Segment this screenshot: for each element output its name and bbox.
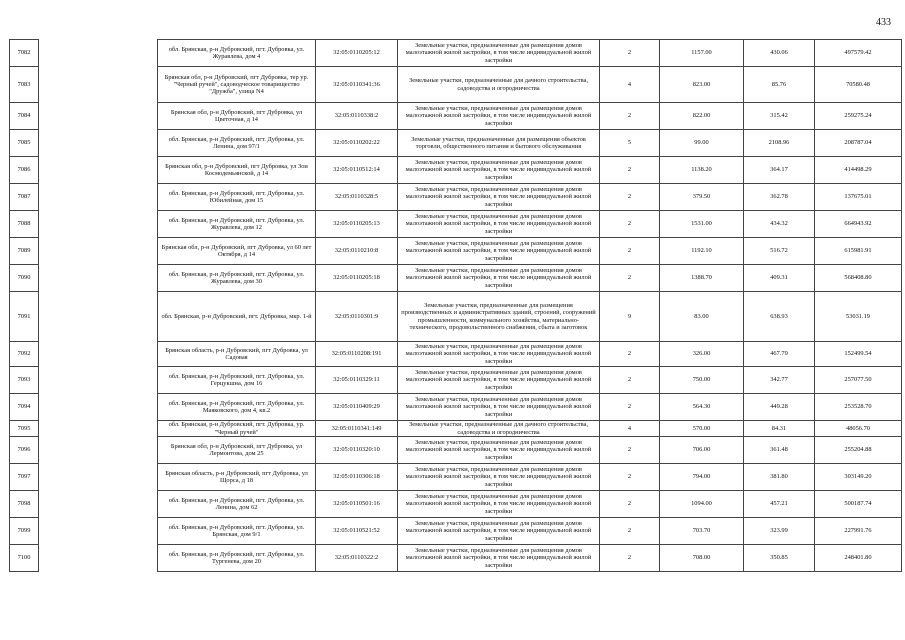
table-row: [10, 421, 902, 437]
row-number: 7095: [10, 421, 39, 437]
specific-value-cell: 409.31: [744, 265, 815, 292]
address-cell: обл. Брянская, р-н Дубровский, пгт. Дубровка, ул. Журавлева, дом 4: [158, 40, 316, 67]
page-number: 433: [876, 17, 891, 28]
land-use-purpose-cell: Земельные участки, предназначенные для размещения домов малоэтажной жилой застройки, в том числе индивидуальной жилой застройки: [398, 545, 600, 572]
table-row: [10, 40, 902, 67]
area-cell: 564.30: [660, 394, 744, 421]
cadastral-number-cell: 32:05:0110306:18: [316, 464, 398, 491]
cadastral-value-cell: 253528.70: [815, 394, 902, 421]
blank-cell: [39, 394, 158, 421]
cadastral-number-cell: 32:05:0110208:191: [316, 342, 398, 367]
address-cell: обл. Брянская, р-н Дубровский, пгт. Дубровка, ул. Тургенева, дом 20: [158, 545, 316, 572]
specific-value-cell: 84.31: [744, 421, 815, 437]
cadastral-number-cell: 32:05:0110320:10: [316, 437, 398, 464]
cadastral-value-cell: 303149.20: [815, 464, 902, 491]
cadastral-value-cell: 500187.74: [815, 491, 902, 518]
table-row: [10, 157, 902, 184]
group-code-cell: 2: [600, 491, 660, 518]
group-code-cell: 2: [600, 394, 660, 421]
area-cell: 83.00: [660, 292, 744, 342]
row-number: 7099: [10, 518, 39, 545]
row-number: 7088: [10, 211, 39, 238]
land-use-purpose-cell: Земельные участки, предназначенные для размещения домов малоэтажной жилой застройки, в том числе индивидуальной жилой застройки: [398, 103, 600, 130]
address-cell: обл. Брянская, р-н Дубровский, пгт. Дубровка, ур. "Черный ручей": [158, 421, 316, 437]
area-cell: 1192.10: [660, 238, 744, 265]
land-use-purpose-cell: Земельные участки, предназначенные для размещения производственных и административных зданий, строений, сооружений промышленности, коммунального хозяйства, материально-технического, продовольственного снабжения, сбыта и заготовок: [398, 292, 600, 342]
row-number: 7089: [10, 238, 39, 265]
land-use-purpose-cell: Земельные участки, предназначенные для размещения домов малоэтажной жилой застройки, в том числе индивидуальной жилой застройки: [398, 184, 600, 211]
group-code-cell: 2: [600, 265, 660, 292]
row-number: 7097: [10, 464, 39, 491]
address-cell: обл. Брянская, р-н Дубровский, пгт. Дубровка, ул. Журавлева, дом 30: [158, 265, 316, 292]
group-code-cell: 2: [600, 184, 660, 211]
cadastral-number-cell: 32:05:0110338:2: [316, 103, 398, 130]
cadastral-number-cell: 32:05:0110205:13: [316, 211, 398, 238]
cadastral-value-cell: 137675.01: [815, 184, 902, 211]
group-code-cell: 2: [600, 342, 660, 367]
cadastral-number-cell: 32:05:0110501:16: [316, 491, 398, 518]
blank-cell: [39, 157, 158, 184]
address-cell: обл. Брянская, р-н Дубровский, пгт. Дубровка, ул. Юбилейная, дом 15: [158, 184, 316, 211]
table-row: [10, 367, 902, 394]
area-cell: 794.00: [660, 464, 744, 491]
cadastral-value-cell: 227991.76: [815, 518, 902, 545]
blank-cell: [39, 211, 158, 238]
blank-cell: [39, 103, 158, 130]
address-cell: Брянская обл, р-н Дубровский, пгт Дубровка, ул 60 лет Октября, д 14: [158, 238, 316, 265]
row-number: 7090: [10, 265, 39, 292]
specific-value-cell: 350.85: [744, 545, 815, 572]
row-number: 7098: [10, 491, 39, 518]
area-cell: 1094.00: [660, 491, 744, 518]
table-row: [10, 394, 902, 421]
blank-cell: [39, 367, 158, 394]
address-cell: Брянская обл, р-н Дубровский, пгт Дубровка, ул Лермонтова, дом 25: [158, 437, 316, 464]
table-row: [10, 292, 902, 342]
address-cell: Брянская область, р-н Дубровский, пгт Дубровка, ул Щорса, д 18: [158, 464, 316, 491]
area-cell: 823.00: [660, 67, 744, 103]
table-row: [10, 518, 902, 545]
area-cell: 326.00: [660, 342, 744, 367]
table-row: [10, 211, 902, 238]
table-row: [10, 67, 902, 103]
blank-cell: [39, 184, 158, 211]
cadastral-number-cell: 32:05:0110205:12: [316, 40, 398, 67]
cadastral-value-cell: 257077.50: [815, 367, 902, 394]
cadastral-value-cell: 248401.80: [815, 545, 902, 572]
land-use-purpose-cell: Земельные участки, предназначенные для размещения домов малоэтажной жилой застройки, в том числе индивидуальной жилой застройки: [398, 265, 600, 292]
group-code-cell: 2: [600, 40, 660, 67]
address-cell: обл. Брянская, р-н Дубровский, пгт. Дубровка, ул. Ленина, дом 62: [158, 491, 316, 518]
group-code-cell: 5: [600, 130, 660, 157]
address-cell: Брянская область, р-н Дубровский, пгт Дубровка, ул Садовая: [158, 342, 316, 367]
specific-value-cell: 85.76: [744, 67, 815, 103]
table-row: [10, 130, 902, 157]
cadastral-number-cell: 32:05:0110521:52: [316, 518, 398, 545]
group-code-cell: 2: [600, 545, 660, 572]
specific-value-cell: 516.72: [744, 238, 815, 265]
area-cell: 1388.70: [660, 265, 744, 292]
group-code-cell: 2: [600, 518, 660, 545]
address-cell: Брянская обл, р-н Дубровский, пгт Дубровка, тер ур. "Черный ручей", садоводческое товарищество "Дружба", улица N4: [158, 67, 316, 103]
cadastral-number-cell: 32:05:0110341:149: [316, 421, 398, 437]
cadastral-value-cell: 48056.70: [815, 421, 902, 437]
row-number: 7100: [10, 545, 39, 572]
cadastral-value-cell: 208787.04: [815, 130, 902, 157]
blank-cell: [39, 292, 158, 342]
cadastral-value-cell: 615981.91: [815, 238, 902, 265]
blank-cell: [39, 421, 158, 437]
specific-value-cell: 342.77: [744, 367, 815, 394]
row-number: 7093: [10, 367, 39, 394]
specific-value-cell: 457.21: [744, 491, 815, 518]
blank-cell: [39, 67, 158, 103]
specific-value-cell: 381.80: [744, 464, 815, 491]
cadastral-number-cell: 32:05:0110301:9: [316, 292, 398, 342]
land-use-purpose-cell: Земельные участки, предназначенные для размещения домов малоэтажной жилой застройки, в том числе индивидуальной жилой застройки: [398, 211, 600, 238]
table-row: [10, 265, 902, 292]
blank-cell: [39, 464, 158, 491]
specific-value-cell: 430.06: [744, 40, 815, 67]
group-code-cell: 2: [600, 464, 660, 491]
cadastral-value-cell: 497579.42: [815, 40, 902, 67]
cadastral-value-cell: 664943.92: [815, 211, 902, 238]
address-cell: Брянская обл, р-н Дубровский, пгт Дубровка, ул Зои Космодемьянской, д 14: [158, 157, 316, 184]
area-cell: 570.00: [660, 421, 744, 437]
land-registry-table: [9, 39, 902, 572]
address-cell: обл. Брянская, р-н Дубровский, пгт. Дубровка, ул. Брянская, дом 9/1: [158, 518, 316, 545]
land-use-purpose-cell: Земельные участки, предназначенные для размещения домов малоэтажной жилой застройки, в том числе индивидуальной жилой застройки: [398, 157, 600, 184]
land-use-purpose-cell: Земельные участки, предназначенные для размещения домов малоэтажной жилой застройки, в том числе индивидуальной жилой застройки: [398, 40, 600, 67]
land-use-purpose-cell: Земельные участки, предназначенные для размещения домов малоэтажной жилой застройки, в том числе индивидуальной жилой застройки: [398, 464, 600, 491]
group-code-cell: 2: [600, 367, 660, 394]
row-number: 7094: [10, 394, 39, 421]
specific-value-cell: 449.28: [744, 394, 815, 421]
group-code-cell: 2: [600, 437, 660, 464]
cadastral-value-cell: 568408.80: [815, 265, 902, 292]
row-number: 7092: [10, 342, 39, 367]
cadastral-number-cell: 32:05:0110341:36: [316, 67, 398, 103]
specific-value-cell: 323.99: [744, 518, 815, 545]
blank-cell: [39, 491, 158, 518]
row-number: 7082: [10, 40, 39, 67]
land-use-purpose-cell: Земельные участки, предназначенные для размещения домов малоэтажной жилой застройки, в том числе индивидуальной жилой застройки: [398, 342, 600, 367]
specific-value-cell: 315.42: [744, 103, 815, 130]
address-cell: обл. Брянская, р-н Дубровский, пгт. Дубровка, ул. Герцукшна, дом 16: [158, 367, 316, 394]
table-row: [10, 491, 902, 518]
area-cell: 703.70: [660, 518, 744, 545]
land-use-purpose-cell: Земельные участки, предназначенные для размещения домов малоэтажной жилой застройки, в том числе индивидуальной жилой застройки: [398, 518, 600, 545]
cadastral-value-cell: 255204.88: [815, 437, 902, 464]
address-cell: обл. Брянская, р-н Дубровский, пгт. Дубровка, мкр. 1-й: [158, 292, 316, 342]
cadastral-value-cell: 53031.19: [815, 292, 902, 342]
cadastral-number-cell: 32:05:0110322:2: [316, 545, 398, 572]
address-cell: обл. Брянская, р-н Дубровский, пгт. Дубровка, ул. Ленина, дом 97/1: [158, 130, 316, 157]
group-code-cell: 9: [600, 292, 660, 342]
area-cell: 708.00: [660, 545, 744, 572]
land-use-purpose-cell: Земельные участки, предназначенные для размещения объектов торговли, общественного питания и бытового обслуживания: [398, 130, 600, 157]
table-row: [10, 238, 902, 265]
area-cell: 822.00: [660, 103, 744, 130]
cadastral-value-cell: 259275.24: [815, 103, 902, 130]
row-number: 7096: [10, 437, 39, 464]
specific-value-cell: 638.93: [744, 292, 815, 342]
cadastral-number-cell: 32:05:0110205:18: [316, 265, 398, 292]
group-code-cell: 4: [600, 421, 660, 437]
blank-cell: [39, 130, 158, 157]
land-use-purpose-cell: Земельные участки, предназначенные для размещения домов малоэтажной жилой застройки, в том числе индивидуальной жилой застройки: [398, 367, 600, 394]
cadastral-number-cell: 32:05:0110512:14: [316, 157, 398, 184]
group-code-cell: 2: [600, 157, 660, 184]
table-row: [10, 545, 902, 572]
blank-cell: [39, 265, 158, 292]
table-row: [10, 437, 902, 464]
cadastral-number-cell: 32:05:0110202:22: [316, 130, 398, 157]
blank-cell: [39, 545, 158, 572]
area-cell: 99.00: [660, 130, 744, 157]
cadastral-number-cell: 32:05:0110328:5: [316, 184, 398, 211]
table-row: [10, 464, 902, 491]
cadastral-number-cell: 32:05:0110210:8: [316, 238, 398, 265]
address-cell: обл. Брянская, р-н Дубровский, пгт. Дубровка, ул. Маяковского, дом 4, кв.2: [158, 394, 316, 421]
land-use-purpose-cell: Земельные участки, предназначенные для размещения домов малоэтажной жилой застройки, в том числе индивидуальной жилой застройки: [398, 394, 600, 421]
land-use-purpose-cell: Земельные участки, предназначенные для размещения домов малоэтажной жилой застройки, в том числе индивидуальной жилой застройки: [398, 437, 600, 464]
address-cell: Брянская обл, р-н Дубровский, пгт Дубровка, ул Цветочная, д 14: [158, 103, 316, 130]
specific-value-cell: 362.78: [744, 184, 815, 211]
cadastral-value-cell: 152499.54: [815, 342, 902, 367]
specific-value-cell: 467.79: [744, 342, 815, 367]
area-cell: 1157.00: [660, 40, 744, 67]
area-cell: 379.50: [660, 184, 744, 211]
table-row: [10, 103, 902, 130]
blank-cell: [39, 40, 158, 67]
cadastral-value-cell: 414498.29: [815, 157, 902, 184]
row-number: 7091: [10, 292, 39, 342]
cadastral-number-cell: 32:05:0110409:29: [316, 394, 398, 421]
row-number: 7086: [10, 157, 39, 184]
group-code-cell: 2: [600, 238, 660, 265]
blank-cell: [39, 518, 158, 545]
land-use-purpose-cell: Земельные участки, предназначенные для дачного строительства, садоводства и огородничества: [398, 67, 600, 103]
table-row: [10, 184, 902, 211]
land-use-purpose-cell: Земельные участки, предназначенные для размещения домов малоэтажной жилой застройки, в том числе индивидуальной жилой застройки: [398, 491, 600, 518]
group-code-cell: 2: [600, 103, 660, 130]
row-number: 7087: [10, 184, 39, 211]
row-number: 7084: [10, 103, 39, 130]
blank-cell: [39, 342, 158, 367]
area-cell: 1138.20: [660, 157, 744, 184]
address-cell: обл. Брянская, р-н Дубровский, пгт. Дубровка, ул. Журавлева, дом 12: [158, 211, 316, 238]
area-cell: 750.00: [660, 367, 744, 394]
row-number: 7083: [10, 67, 39, 103]
table-row: [10, 342, 902, 367]
area-cell: 1531.00: [660, 211, 744, 238]
group-code-cell: 4: [600, 67, 660, 103]
specific-value-cell: 364.17: [744, 157, 815, 184]
cadastral-number-cell: 32:05:0110329:11: [316, 367, 398, 394]
row-number: 7085: [10, 130, 39, 157]
land-use-purpose-cell: Земельные участки, предназначенные для размещения домов малоэтажной жилой застройки, в том числе индивидуальной жилой застройки: [398, 238, 600, 265]
land-use-purpose-cell: Земельные участки, предназначенные для дачного строительства, садоводства и огородничества: [398, 421, 600, 437]
area-cell: 706.00: [660, 437, 744, 464]
group-code-cell: 2: [600, 211, 660, 238]
specific-value-cell: 434.32: [744, 211, 815, 238]
specific-value-cell: 361.48: [744, 437, 815, 464]
cadastral-value-cell: 70580.48: [815, 67, 902, 103]
blank-cell: [39, 238, 158, 265]
blank-cell: [39, 437, 158, 464]
specific-value-cell: 2108.96: [744, 130, 815, 157]
